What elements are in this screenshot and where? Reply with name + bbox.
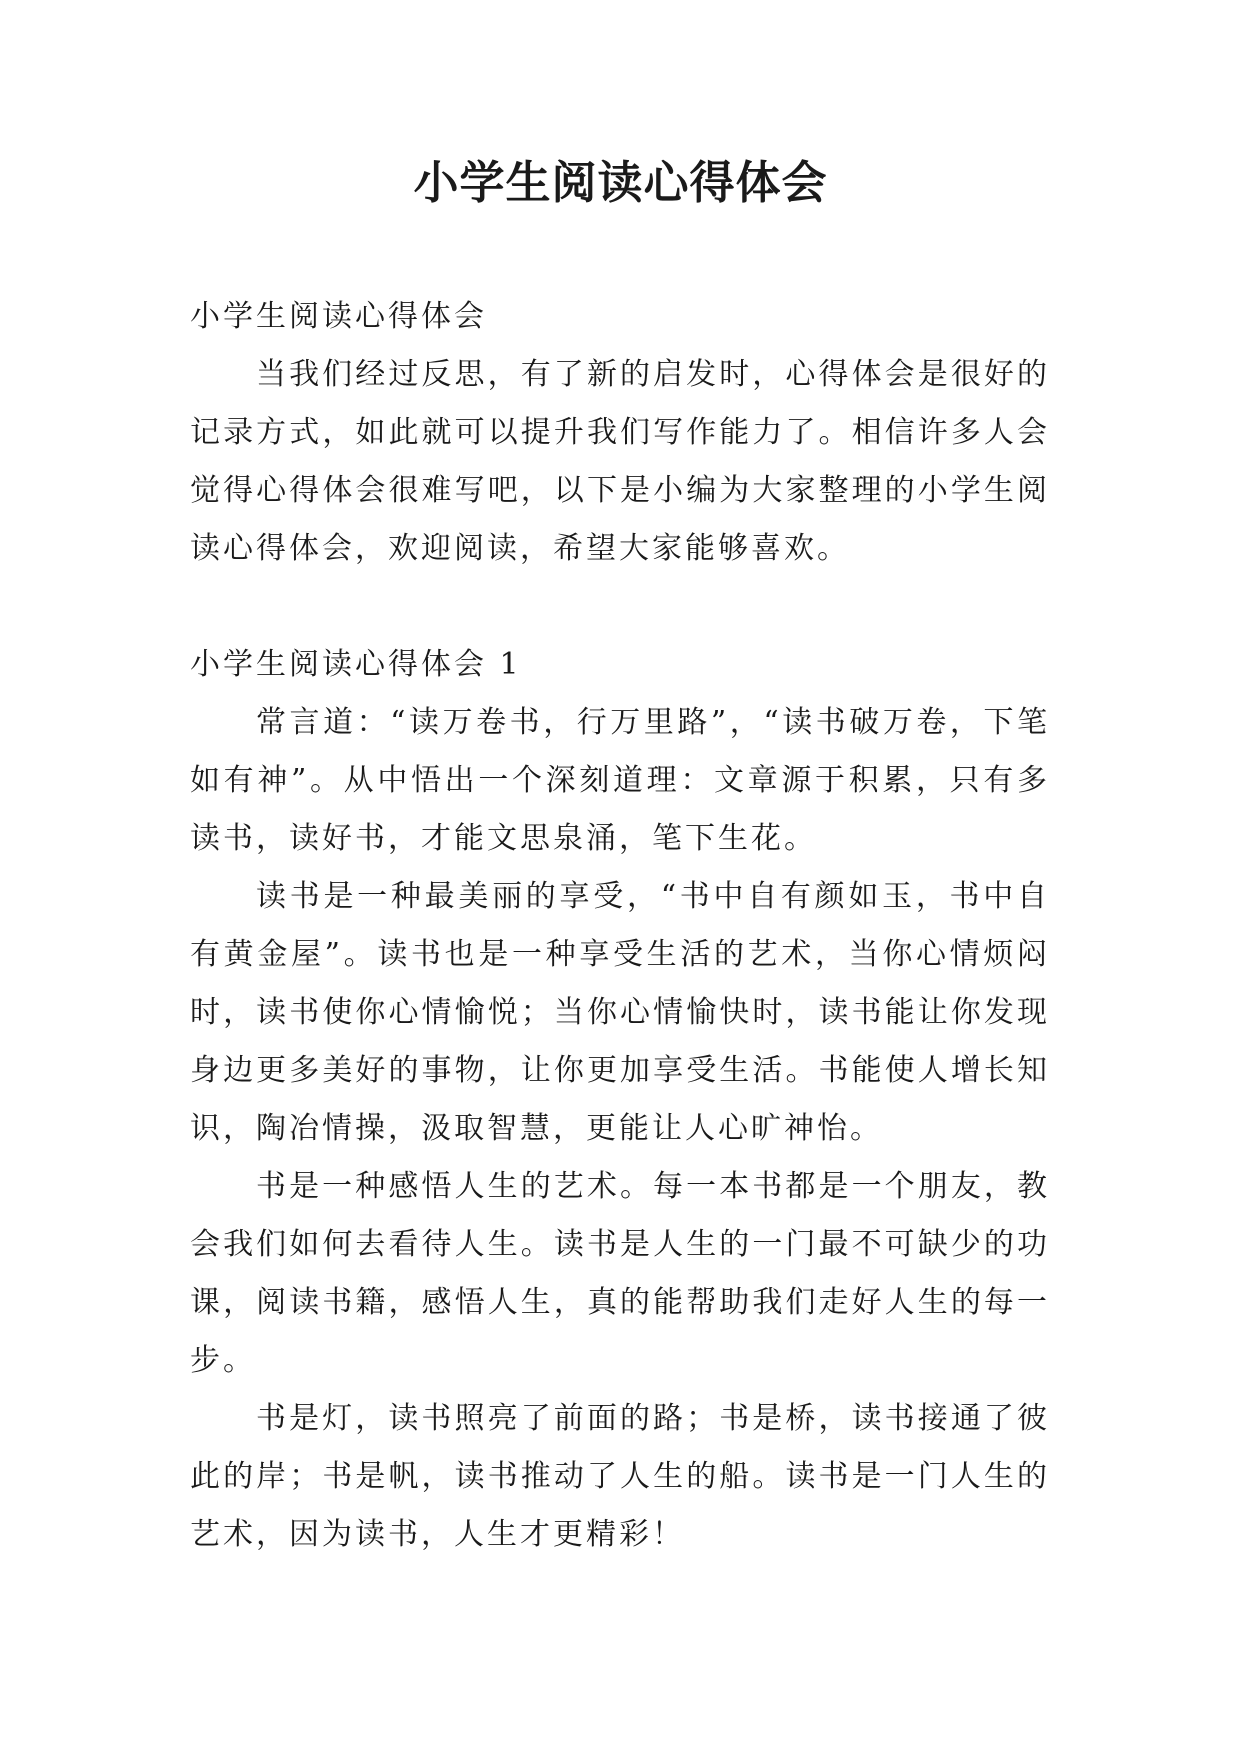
paragraph-1: 常言道：“读万卷书，行万里路”，“读书破万卷，下笔如有神”。从中悟出一个深刻道理：文章源于积累，只有多读书，读好书，才能文思泉涌，笔下生花。: [190, 705, 1050, 856]
intro-paragraph: 当我们经过反思，有了新的启发时，心得体会是很好的记录方式，如此就可以提升我们写作能力了。相信许多人会觉得心得体会很难写吧，以下是小编为大家整理的小学生阅读心得体会，欢迎阅读，希望大家能够喜欢。: [190, 357, 1050, 566]
paragraph-3: 书是一种感悟人生的艺术。每一本书都是一个朋友，教会我们如何去看待人生。读书是人生的一门最不可缺少的功课，阅读书籍，感悟人生，真的能帮助我们走好人生的每一步。: [190, 1169, 1050, 1378]
section-spacer: [190, 578, 1050, 636]
document-title: 小学生阅读心得体会: [413, 156, 828, 209]
paragraph-2: 读书是一种最美丽的享受，“书中自有颜如玉，书中自有黄金屋”。读书也是一种享受生活的艺术，当你心情烦闷时，读书使你心情愉悦；当你心情愉快时，读书能让你发现身边更多美好的事物，让你更加享受生活。书能使人增长知识，陶冶情操，汲取智慧，更能让人心旷神怡。: [190, 879, 1050, 1146]
document-body: [190, 288, 1050, 1564]
section-heading: 小学生阅读心得体会 1: [190, 647, 522, 682]
paragraph-4: 书是灯，读书照亮了前面的路；书是桥，读书接通了彼此的岸；书是帆，读书推动了人生的船。读书是一门人生的艺术，因为读书，人生才更精彩！: [190, 1401, 1050, 1552]
intro-heading: 小学生阅读心得体会: [190, 299, 487, 334]
